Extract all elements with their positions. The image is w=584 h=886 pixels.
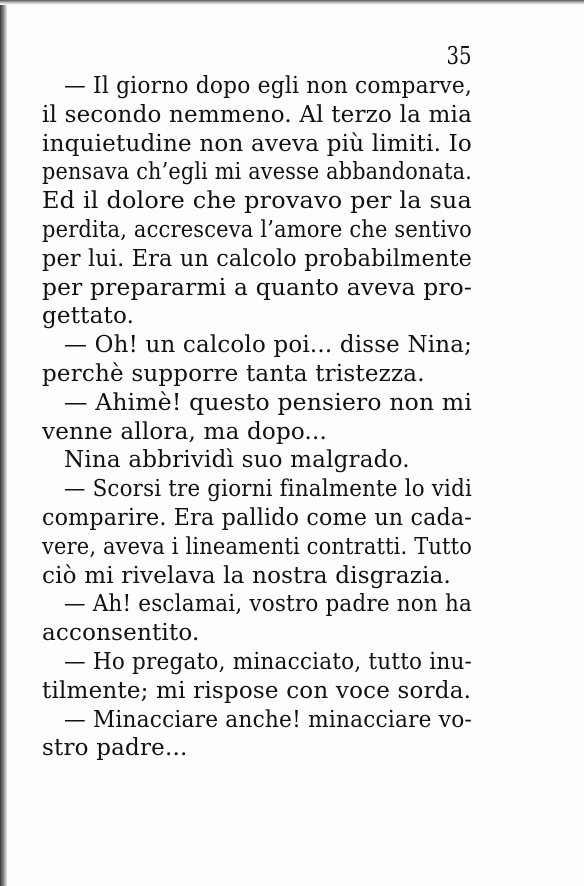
text-line: — Minacciare anche! minacciare vo- [64, 706, 472, 733]
text-line: — Oh! un calcolo poi... disse Nina; [64, 332, 473, 359]
text-line: — Ahimè! questo pensiero non mi [64, 389, 473, 416]
text-line: perdita, accresceva l’amore che sentivo [42, 216, 472, 243]
text-line: il secondo nemmeno. Al terzo la mia [42, 101, 473, 128]
text-line: — Ho pregato, minacciato, tutto inu- [64, 648, 473, 675]
text-line: inquietudine non aveva più limiti. Io [42, 130, 472, 157]
text-line: pensava ch’egli mi avesse abbandonata. [42, 159, 472, 186]
text-line: stro padre... [42, 735, 188, 762]
page-top-edge-shadow [0, 0, 584, 5]
text-line: vere, aveva i lineamenti contratti. Tutto [42, 533, 472, 560]
text-line: — Ah! esclamai, vostro padre non ha [64, 591, 472, 618]
text-line: comparire. Era pallido come un cada- [42, 504, 473, 531]
text-line: per lui. Era un calcolo probabilmente [42, 245, 472, 272]
page-body-text [42, 72, 472, 763]
text-line: ciò mi rivelava la nostra disgrazia. [42, 562, 452, 589]
page-left-edge-shadow [0, 0, 7, 886]
page-number: 35 [446, 42, 472, 70]
text-line: — Il giorno dopo egli non comparve, [64, 73, 473, 99]
text-line: tilmente; mi rispose con voce sorda. [42, 677, 472, 704]
text-line: gettato. [42, 303, 135, 330]
text-line: perchè supporre tanta tristezza. [42, 360, 425, 387]
text-line: Nina abbrividì suo malgrado. [64, 447, 410, 474]
text-line: — Scorsi tre giorni finalmente lo vidi [64, 476, 472, 503]
text-line: venne allora, ma dopo... [42, 418, 328, 445]
text-line: per prepararmi a quanto aveva pro- [42, 274, 472, 301]
text-line: acconsentito. [42, 620, 200, 647]
text-line: Ed il dolore che provavo per la sua [42, 188, 472, 215]
